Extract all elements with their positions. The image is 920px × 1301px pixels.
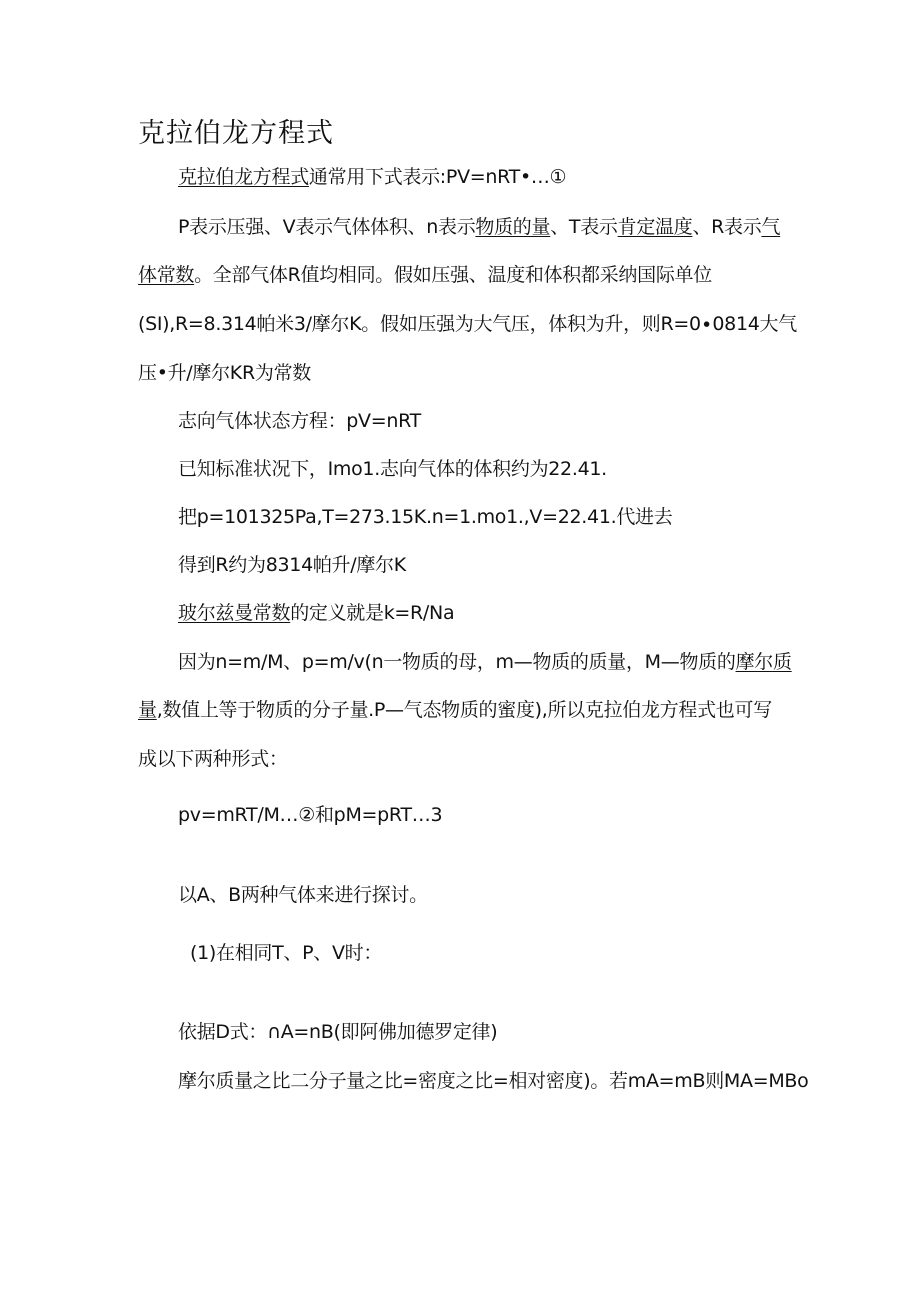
paragraph-line bbox=[138, 701, 772, 720]
text-segment: 摩尔质量之比二分子量之比=密度之比=相对密度)。若mA=mB则MA=MBo bbox=[178, 1070, 809, 1092]
underlined-term: 肯定温度 bbox=[617, 216, 693, 238]
text-segment: pv=mRT∕M…②和pM=pRT…3 bbox=[178, 804, 443, 826]
paragraph-line bbox=[178, 1072, 809, 1091]
text-segment: 成以下两种形式： bbox=[138, 748, 288, 770]
text-segment: 依据D式：∩A=nB(即阿佛加德罗定律) bbox=[178, 1021, 498, 1043]
paragraph-line bbox=[190, 944, 382, 963]
text-segment: (SI),R=8.314帕米3/摩尔K。假如压强为大气压，体积为升，则R=0∙0814大气 bbox=[138, 313, 797, 335]
paragraph-line bbox=[178, 412, 421, 431]
paragraph-line bbox=[178, 806, 442, 825]
text-segment: ,数值上等于物质的分子量.P—气态物质的蜜度),所以克拉伯龙方程式也可写 bbox=[156, 699, 772, 721]
paragraph-line bbox=[178, 460, 607, 479]
document-title: 克拉伯龙方程式 bbox=[138, 118, 334, 149]
text-segment: 已知标准状况下，Imo1.志向气体的体积约为22.41. bbox=[178, 458, 607, 480]
text-segment: 。全部气体R值均相同。假如压强、温度和体积都采纳国际单位 bbox=[194, 264, 712, 286]
underlined-term: 体常数 bbox=[138, 264, 195, 286]
text-segment: 压•升/摩尔KR为常数 bbox=[138, 362, 311, 384]
paragraph-line bbox=[178, 218, 780, 237]
paragraph-line bbox=[178, 886, 428, 905]
text-segment: (1)在相同T、P、V时： bbox=[190, 942, 383, 964]
paragraph-line bbox=[178, 168, 566, 187]
text-segment: 以A、B两种气体来进行探讨。 bbox=[178, 884, 428, 906]
text-segment: 志向气体状态方程：pV=nRT bbox=[178, 410, 421, 432]
paragraph-line bbox=[138, 266, 712, 285]
paragraph-line bbox=[138, 364, 311, 383]
paragraph-line bbox=[178, 653, 792, 672]
underlined-term: 气 bbox=[761, 216, 781, 238]
text-segment: P表示压强、V表示气体体积、n表示 bbox=[178, 216, 476, 238]
underlined-term: 量 bbox=[138, 699, 157, 721]
text-segment: 把p=101325Pa,T=273.15K.n=1.mo1.,V=22.41.代进去 bbox=[178, 506, 673, 528]
paragraph-line bbox=[178, 556, 406, 575]
paragraph-line bbox=[178, 1023, 497, 1042]
text-segment: 因为n=m/M、p=m∕v(n一物质的母，m—物质的质量，M—物质的 bbox=[178, 651, 736, 673]
underlined-term: 克拉伯龙方程式 bbox=[178, 166, 309, 188]
underlined-term: 玻尔兹曼常数 bbox=[178, 602, 291, 624]
text-segment: 、R表示 bbox=[692, 216, 762, 238]
underlined-term: 物质的量 bbox=[475, 216, 551, 238]
underlined-term: 摩尔质 bbox=[735, 651, 792, 673]
text-segment: 得到R约为8314帕升/摩尔K bbox=[178, 554, 406, 576]
text-segment: 通常用下式表示:PV=nRT•…① bbox=[308, 166, 567, 188]
paragraph-line bbox=[178, 508, 672, 527]
text-segment: 的定义就是k=R∕Na bbox=[290, 602, 455, 624]
text-segment: 、T表示 bbox=[550, 216, 618, 238]
paragraph-line bbox=[138, 750, 288, 769]
paragraph-line bbox=[138, 315, 797, 334]
paragraph-line bbox=[178, 604, 454, 623]
